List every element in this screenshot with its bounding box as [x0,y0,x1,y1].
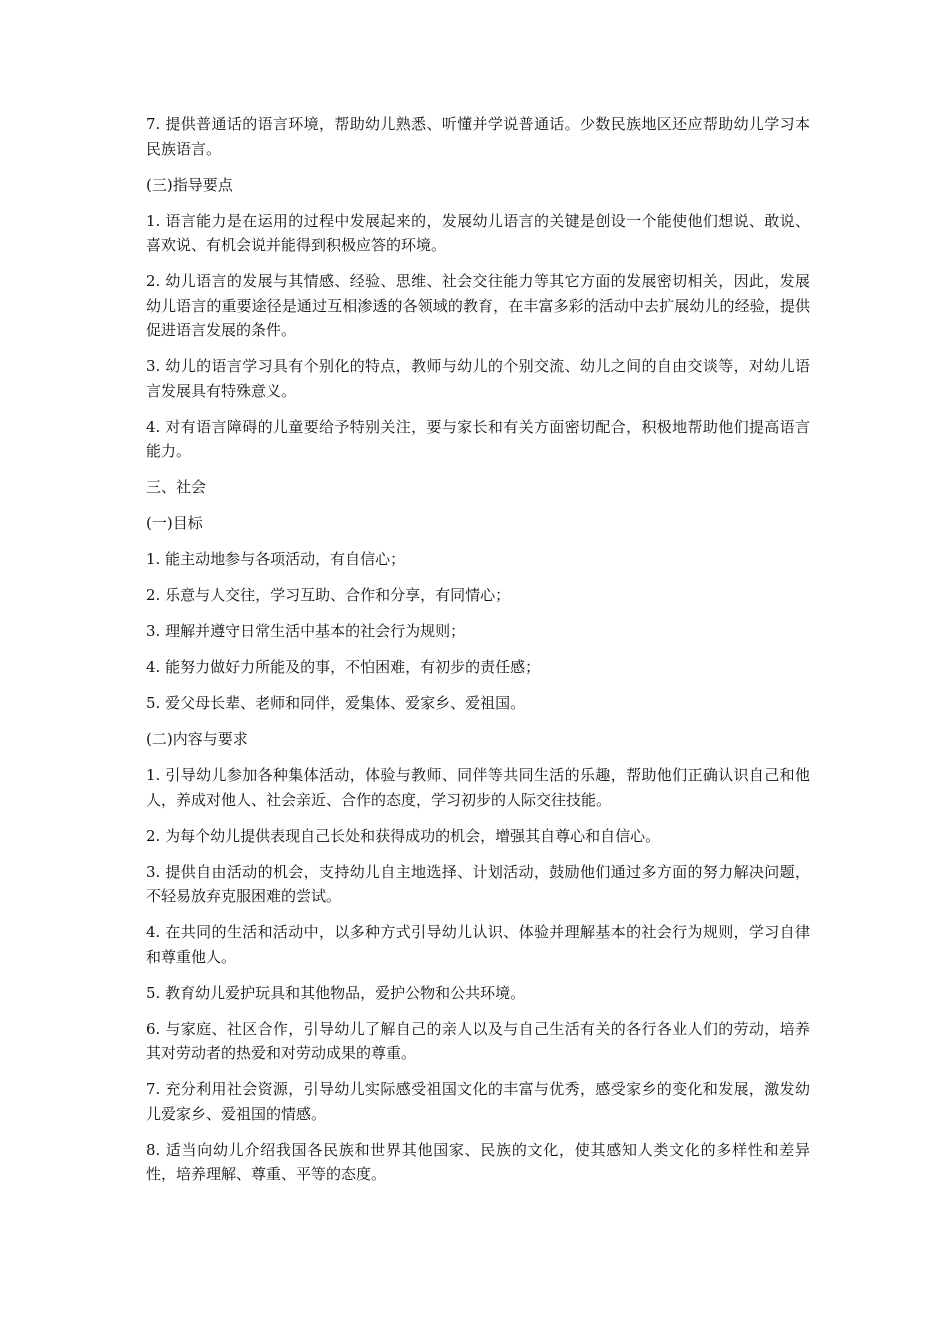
paragraph-guidance-2: 2. 幼儿语言的发展与其情感、经验、思维、社会交往能力等其它方面的发展密切相关，因此，发展幼儿语言的重要途径是通过互相渗透的各领域的教育，在丰富多彩的活动中去扩展幼儿的经验，提供促进语言发展的条件。 [146,272,810,339]
paragraph-guidance-1: 1. 语言能力是在运用的过程中发展起来的，发展幼儿语言的关键是创设一个能使他们想说、敢说、喜欢说、有机会说并能得到积极应答的环境。 [146,211,810,254]
paragraph-goal-3: 3. 理解并遵守日常生活中基本的社会行为规则； [146,622,466,640]
paragraph-content-3: 3. 提供自由活动的机会，支持幼儿自主地选择、计划活动，鼓励他们通过多方面的努力解决问题，不轻易放弃克服困难的尝试。 [146,862,810,905]
paragraph-guidance-3: 3. 幼儿的语言学习具有个别化的特点，教师与幼儿的个别交流、幼儿之间的自由交谈等，对幼儿语言发展具有特殊意义。 [146,357,810,400]
paragraph-content-7: 7. 充分利用社会资源，引导幼儿实际感受祖国文化的丰富与优秀，感受家乡的变化和发展，激发幼儿爱家乡、爱祖国的情感。 [146,1080,810,1123]
paragraph-content-5: 5. 教育幼儿爱护玩具和其他物品，爱护公物和公共环境。 [146,983,526,1002]
heading-content-requirements: (二)内容与要求 [146,730,248,748]
paragraph-guidance-4: 4. 对有语言障碍的儿童要给予特别关注，要与家长和有关方面密切配合，积极地帮助他们提高语言能力。 [146,417,810,460]
paragraph-content-4: 4. 在共同的生活和活动中，以多种方式引导幼儿认识、体验并理解基本的社会行为规则，学习自律和尊重他人。 [146,923,810,966]
paragraph-language-7: 7. 提供普通话的语言环境，帮助幼儿熟悉、听懂并学说普通话。少数民族地区还应帮助幼儿学习本民族语言。 [146,115,810,158]
heading-guidance-points: (三)指导要点 [146,175,233,194]
paragraph-goal-5: 5. 爱父母长辈、老师和同伴，爱集体、爱家乡、爱祖国。 [146,694,526,712]
document-page [146,112,810,1198]
paragraph-goal-4: 4. 能努力做好力所能及的事，不怕困难，有初步的责任感； [146,658,541,676]
paragraph-content-8: 8. 适当向幼儿介绍我国各民族和世界其他国家、民族的文化，使其感知人类文化的多样性和差异性，培养理解、尊重、平等的态度。 [146,1140,810,1183]
heading-goals: (一)目标 [146,514,203,532]
paragraph-goal-1: 1. 能主动地参与各项活动，有自信心； [146,550,406,568]
paragraph-goal-2: 2. 乐意与人交往，学习互助、合作和分享，有同情心； [146,586,511,604]
heading-section-social: 三、社会 [146,478,207,496]
paragraph-content-2: 2. 为每个幼儿提供表现自己长处和获得成功的机会，增强其自尊心和自信心。 [146,826,661,845]
paragraph-content-6: 6. 与家庭、社区合作，引导幼儿了解自己的亲人以及与自己生活有关的各行各业人们的劳动，培养其对劳动者的热爱和对劳动成果的尊重。 [146,1019,810,1062]
paragraph-content-1: 1. 引导幼儿参加各种集体活动，体验与教师、同伴等共同生活的乐趣，帮助他们正确认识自己和他人，养成对他人、社会亲近、合作的态度，学习初步的人际交往技能。 [146,766,810,809]
